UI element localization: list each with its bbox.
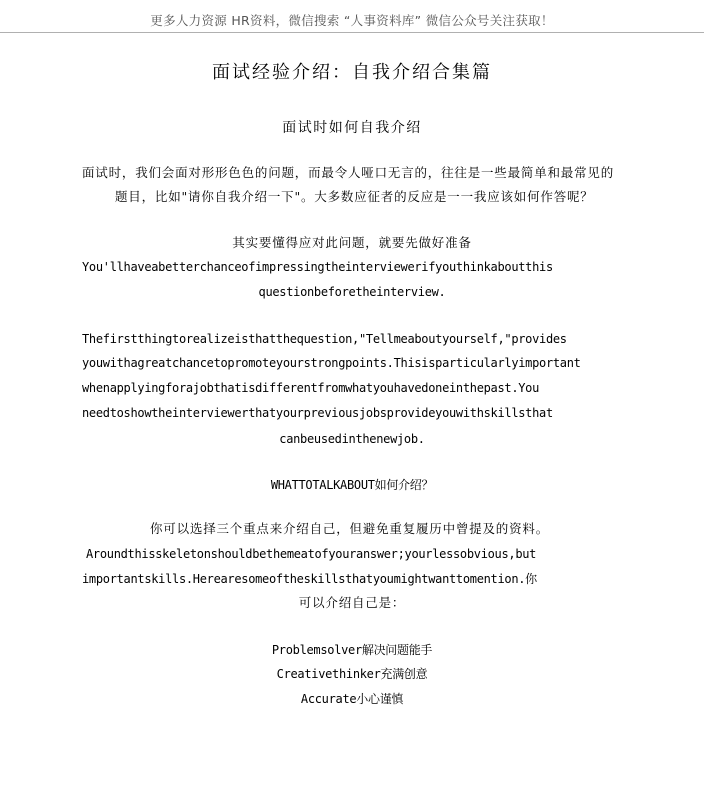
document-subtitle: 面试时如何自我介绍 — [282, 120, 422, 136]
document-title: 面试经验介绍：自我介绍合集篇 — [212, 62, 492, 83]
page-header — [0, 0, 704, 33]
header-promo-text: 更多人力资源 HR资料，微信搜索 “人事资料库” 微信公众号关注获取！ — [150, 13, 554, 28]
section-line-3: importantskills.Herearesomeoftheskillsthatyoumightwanttomention.你 — [82, 572, 537, 586]
skill-item: Creativethinker充满创意 — [276, 667, 428, 681]
intro-line-1: 面试时，我们会面对形形色色的问题，而最令人哑口无言的，往往是一些最简单和最常见的 — [82, 165, 615, 180]
paragraph-line-5: canbeusedinthenewjob. — [279, 432, 425, 446]
paragraph-line-4: needtoshowtheinterviewerthatyourpreviousjobsprovideyouwithskillsthat — [82, 406, 553, 420]
section-line-1: 你可以选择三个重点来介绍自己，但避免重复履历中曾提及的资料。 — [150, 521, 550, 536]
section-heading: WHATTOTALKABOUT如何介绍？ — [270, 478, 434, 492]
intro-line-2: 题目，比如"请你自我介绍一下"。大多数应征者的反应是一一我应该如何作答呢？ — [115, 189, 594, 204]
skill-item: Problemsolver解决问题能手 — [271, 643, 433, 657]
paragraph-line-1: Thefirstthingtorealizeisthatthequestion,"Tellmeaboutyourself,"provides — [82, 332, 567, 346]
prep-heading: 其实要懂得应对此问题，就要先做好准备 — [232, 235, 472, 250]
section-line-4: 可以介绍自己是： — [298, 595, 406, 610]
section-line-2: Aroundthisskeletonshouldbethemeatofyouranswer;yourlessobvious,but — [86, 547, 537, 561]
paragraph-line-2: youwithagreatchancetopromoteyourstrongpoints.Thisisparticularlyimportant — [82, 356, 581, 370]
prep-english-line-1: You'llhaveabetterchanceofimpressingtheinterviewerifyouthinkaboutthis — [82, 260, 553, 274]
paragraph-line-3: whenapplyingforajobthatisdifferentfromwhatyouhavedoneinthepast.You — [82, 381, 540, 395]
skill-item: Accurate小心谨慎 — [300, 692, 404, 706]
prep-english-line-2: questionbeforetheinterview. — [258, 285, 446, 299]
